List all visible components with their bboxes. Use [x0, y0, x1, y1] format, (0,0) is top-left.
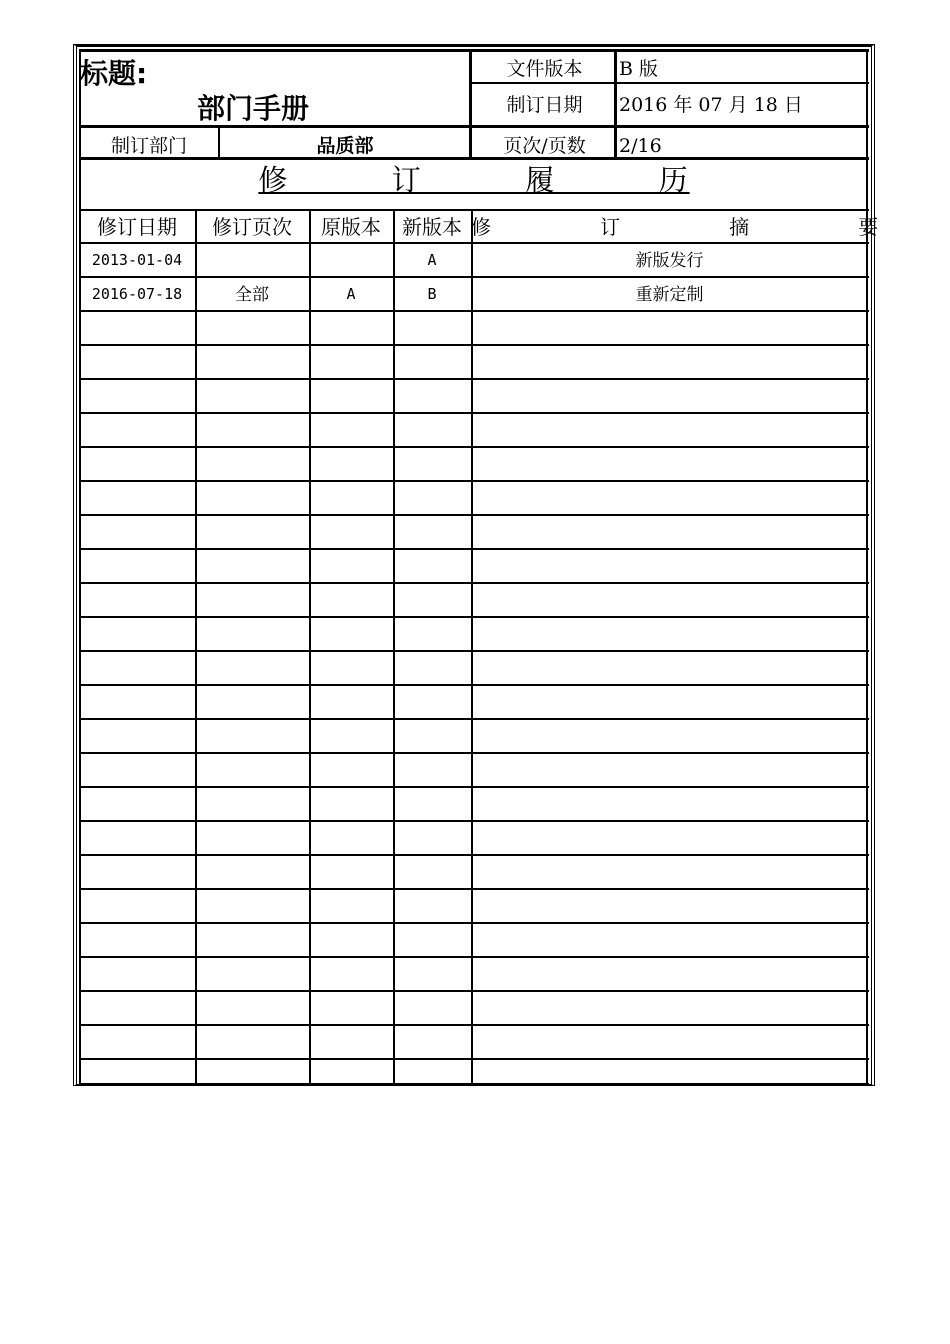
title-label: 标题: — [80, 57, 148, 90]
table-column-line — [393, 209, 395, 1084]
page-label: 页次/页数 — [503, 135, 586, 157]
table-column-line — [195, 209, 197, 1084]
table-bottom-line — [79, 1083, 869, 1085]
version-value: B 版 — [619, 58, 659, 80]
table-row-line — [79, 480, 869, 482]
table-row-line — [79, 718, 869, 720]
column-header: 新版本 — [402, 215, 462, 239]
table-row-line — [79, 752, 869, 754]
table-row-line — [79, 1058, 869, 1060]
table-row-line — [79, 1024, 869, 1026]
dept-label: 制订部门 — [110, 135, 187, 157]
column-header: 修订页次 — [212, 215, 292, 239]
table-row-line — [79, 616, 869, 618]
header-line-1 — [79, 49, 869, 52]
table-row-line — [79, 548, 869, 550]
column-header: 修订日期 — [97, 215, 177, 239]
date-value: 2016 年 07 月 18 日 — [619, 94, 803, 116]
header-vline-1 — [469, 49, 472, 159]
section-title: 修 订 履 历 — [258, 163, 690, 197]
table-row-line — [79, 276, 869, 278]
table-row-line — [79, 786, 869, 788]
table-cell: 2013-01-04 — [91, 251, 183, 269]
header-line-3 — [79, 125, 869, 128]
document-frame — [73, 44, 879, 1086]
table-row-line — [79, 412, 869, 414]
table-row-line — [79, 344, 869, 346]
table-row-line — [79, 514, 869, 516]
header-line-4 — [79, 157, 869, 160]
table-row-line — [79, 446, 869, 448]
table-row-line — [79, 854, 869, 856]
table-row-line — [79, 922, 869, 924]
table-row-line — [79, 582, 869, 584]
table-row-line — [79, 956, 869, 958]
table-cell: B — [427, 285, 437, 303]
table-header-bottom-line — [79, 242, 869, 244]
header-line-2 — [471, 82, 869, 84]
table-cell: 2016-07-18 — [91, 285, 183, 303]
column-header: 原版本 — [321, 215, 381, 239]
table-column-line — [309, 209, 311, 1084]
table-row-line — [79, 684, 869, 686]
header-vline-3 — [218, 126, 220, 159]
table-row-line — [79, 378, 869, 380]
table-cell: 新版发行 — [635, 251, 704, 271]
table-row-line — [79, 310, 869, 312]
manual-name: 部门手册 — [197, 92, 310, 125]
table-cell: 重新定制 — [635, 285, 704, 305]
table-cell: A — [346, 285, 356, 303]
table-cell: 全部 — [235, 285, 269, 305]
date-label: 制订日期 — [506, 94, 583, 116]
table-row-line — [79, 990, 869, 992]
version-label: 文件版本 — [506, 58, 583, 80]
table-row-line — [79, 888, 869, 890]
table-row-line — [79, 820, 869, 822]
header-vline-left — [79, 49, 81, 1084]
page-value: 2/16 — [619, 135, 662, 157]
column-header: 修 订 摘 要 — [471, 215, 879, 239]
table-column-line — [471, 209, 473, 1084]
header-vline-2 — [614, 49, 617, 159]
dept-value: 品质部 — [316, 135, 374, 157]
table-cell: A — [427, 251, 437, 269]
table-header-top-line — [79, 209, 869, 211]
table-row-line — [79, 650, 869, 652]
header-vline-right — [866, 49, 868, 1084]
